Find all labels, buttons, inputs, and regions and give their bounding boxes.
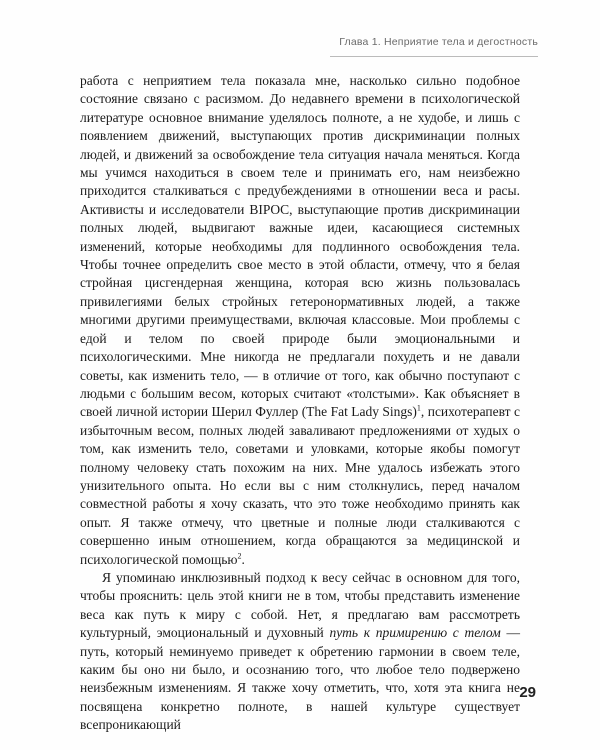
paragraph-2 bbox=[80, 569, 520, 735]
paragraph-1-text-a: работа с неприятием тела показала мне, насколько сильно подобное состояние связано с расизмом. До недавнего времени в психологической литературе основное внимание уделялось полноте, а не худобе, и лишь с появлением движений, выступающих против дискриминации полных людей, и движений за освобождение тела ситуация начала меняться. Когда мы учимся находиться в своем теле и принимать его, нам неизбежно приходится сталкиваться с предубеждениями в отношении веса и расы. Активисты и исследователи BIPOC, выступающие против дискриминации полных людей, выдвигают важные идеи, касающиеся системных изменений, которые необходимы для подлинного освобождения тела. Чтобы точнее определить свое место в этой области, отмечу, что я белая стройная цисгендерная женщина, которая всю жизнь пользовалась привилегиями белых стройных гетеронормативных людей, а также многими другими преимуществами, включая классовые. Мои проблемы с едой и телом по своей природе были эмоциональными и психологическими. Мне никогда не предлагали похудеть и не давали советы, как изменить тело, — в отличие от того, как обычно поступают с людьми с большим весом, которых считают «толстыми». Как объясняет в своей личной истории Шерил Фуллер (The Fat Lady Sings) bbox=[80, 73, 520, 420]
page-number: 29 bbox=[519, 684, 536, 701]
paragraph-2-text-b: — путь, который неминуемо приведет к обретению гармонии в своем теле, каким бы оно ни было, и осознанию того, что любое тело подвержено неизбежным изменениям. Я также хочу отметить, что, хотя эта книга не посвящена конкретно полноте, в нашей культуре существует всепроникающий bbox=[80, 625, 520, 733]
footnote-ref-1: 1 bbox=[416, 403, 421, 413]
body-text bbox=[80, 72, 520, 735]
footnote-ref-2: 2 bbox=[237, 551, 242, 561]
paragraph-1-text-b: , психотерапевт с избыточным весом, полных людей заваливают предложениями от худых о том, как изменить тело, советами и уловками, которые якобы помогут полному человеку стать похожим на них. Мне удалось избежать этого унизительного опыта. Но если вы с ним столкнулись, перед началом совместной работы я хочу сказать, что это тоже необходимо принять как опыт. Я также отмечу, что цветные и полные люди сталкиваются с совершенно иным отношением, когда обращаются за медицинской и психологической помощью bbox=[80, 404, 520, 567]
paragraph-1-text-c: . bbox=[241, 551, 245, 567]
running-head: Глава 1. Неприятие тела и дегостность bbox=[339, 36, 538, 48]
header-rule bbox=[330, 56, 538, 57]
paragraph-2-emphasis: путь к примирению с телом bbox=[329, 625, 501, 641]
paragraph-2-text-a: Я упоминаю инклюзивный подход к весу сейчас в основном для того, чтобы прояснить: цель этой книги не в том, чтобы представить изменение веса как путь к миру с собой. Нет, я предлагаю вам рассмотреть культурный, эмоциональный и духовный bbox=[80, 569, 520, 641]
paragraph-1 bbox=[80, 72, 520, 569]
